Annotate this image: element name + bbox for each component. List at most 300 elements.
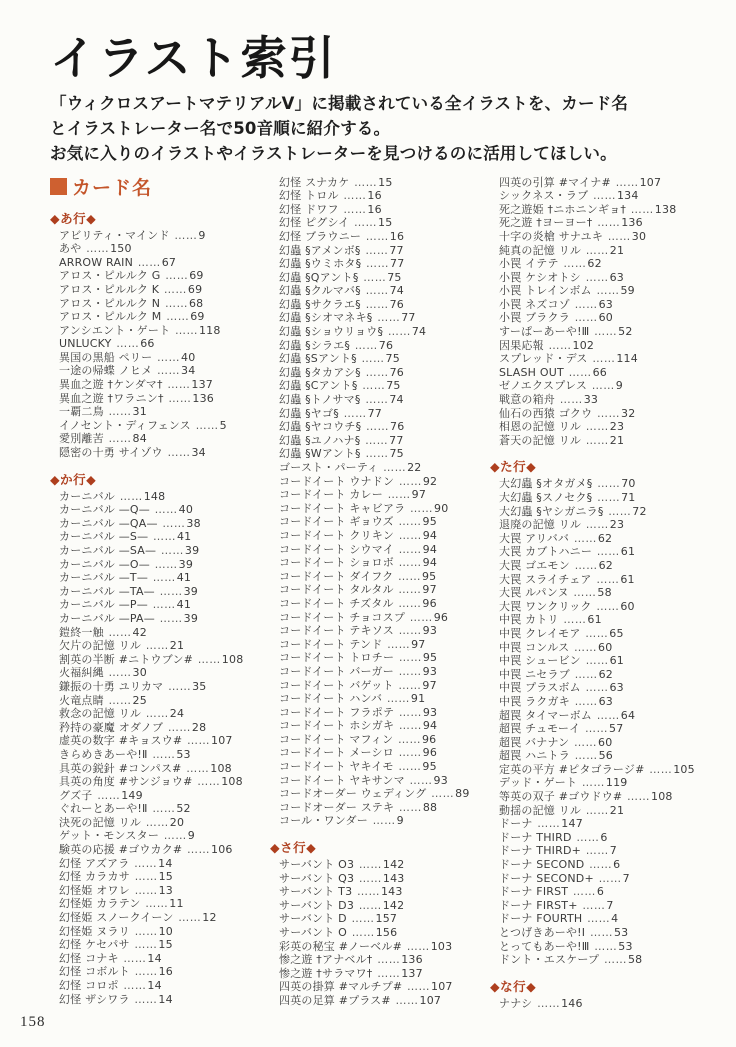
index-entry bbox=[279, 352, 490, 366]
dot-leader: …… bbox=[152, 802, 176, 816]
dot-leader: …… bbox=[406, 939, 430, 953]
index-entry bbox=[59, 721, 270, 735]
index-entry bbox=[499, 953, 712, 967]
entry-page-number: 97 bbox=[411, 488, 427, 502]
entry-page-number: 57 bbox=[609, 722, 624, 736]
entry-name: アンシエント・ゲート bbox=[59, 323, 174, 337]
dot-leader: …… bbox=[365, 284, 389, 298]
dot-leader: …… bbox=[108, 693, 132, 707]
index-entry bbox=[59, 432, 270, 446]
entry-name: 大幻蟲 §ヤシガニラ§ bbox=[499, 504, 608, 518]
entry-page-number: 13 bbox=[158, 883, 173, 897]
index-entry bbox=[279, 230, 490, 244]
entry-page-number: 16 bbox=[367, 189, 382, 203]
dot-leader: …… bbox=[164, 296, 188, 310]
dot-leader: …… bbox=[361, 352, 385, 366]
entry-name: 超罠 バナナン bbox=[499, 735, 574, 749]
entry-page-number: 136 bbox=[192, 391, 215, 405]
entry-name: 惨之遊 †アナベル† bbox=[279, 953, 377, 967]
entry-name: 幻蟲 §ヤゴ§ bbox=[279, 406, 343, 420]
index-entry bbox=[499, 940, 712, 954]
entry-name: 隠密の十勇 サイゾウ bbox=[59, 446, 167, 460]
index-entry bbox=[279, 420, 490, 434]
entry-name: アロス・ピルルク M bbox=[59, 310, 166, 324]
dot-leader: …… bbox=[587, 912, 611, 926]
entry-page-number: 34 bbox=[181, 364, 196, 378]
index-entry bbox=[279, 885, 490, 899]
index-entry bbox=[59, 775, 270, 789]
entry-page-number: 96 bbox=[422, 596, 437, 610]
entry-name: ドーナ SECOND+ bbox=[499, 871, 598, 885]
entry-name: コードイート チョコスプ bbox=[279, 610, 409, 624]
entry-page-number: 118 bbox=[198, 323, 221, 337]
entry-name: 鎧終一触 bbox=[59, 625, 108, 639]
dot-leader: …… bbox=[174, 228, 198, 242]
index-entry bbox=[59, 405, 270, 419]
entry-page-number: 63 bbox=[609, 270, 624, 284]
index-columns bbox=[50, 175, 712, 1011]
entry-page-number: 16 bbox=[367, 202, 382, 216]
entry-page-number: 53 bbox=[618, 939, 633, 953]
dot-leader: …… bbox=[108, 625, 132, 639]
entry-page-number: 38 bbox=[186, 516, 201, 530]
index-block bbox=[490, 459, 712, 966]
dot-leader: …… bbox=[559, 393, 583, 407]
dot-leader: …… bbox=[119, 489, 143, 503]
index-entry bbox=[499, 709, 712, 723]
dot-leader: …… bbox=[134, 870, 158, 884]
index-entry bbox=[279, 244, 490, 258]
index-entry bbox=[279, 203, 490, 217]
entry-page-number: 66 bbox=[140, 337, 155, 351]
entry-page-number: 5 bbox=[219, 418, 227, 432]
dot-leader: …… bbox=[597, 216, 621, 230]
index-entry bbox=[59, 843, 270, 857]
entry-name: 中罠 プラスボム bbox=[499, 681, 585, 695]
entry-page-number: 76 bbox=[378, 338, 394, 352]
entry-name: 小罠 ブラクラ bbox=[499, 311, 574, 325]
dot-leader: …… bbox=[145, 815, 169, 829]
dot-leader: …… bbox=[134, 856, 158, 870]
entry-name: 四英の引算 #マイナ# bbox=[499, 175, 615, 189]
index-entry bbox=[279, 967, 490, 981]
entry-page-number: 21 bbox=[609, 433, 625, 447]
dot-leader: …… bbox=[343, 189, 367, 203]
entry-page-number: 149 bbox=[121, 788, 143, 802]
entry-page-number: 64 bbox=[620, 708, 636, 722]
index-entry bbox=[279, 176, 490, 190]
index-entry bbox=[499, 244, 712, 258]
index-entry bbox=[59, 952, 270, 966]
entry-page-number: 75 bbox=[386, 379, 401, 393]
index-entry bbox=[59, 585, 270, 599]
group-header: ◆た行◆ bbox=[490, 459, 537, 475]
dot-leader: …… bbox=[365, 393, 389, 407]
dot-leader: …… bbox=[398, 583, 422, 597]
entry-name: 幻怪姫 カラテン bbox=[59, 897, 145, 911]
index-entry bbox=[59, 517, 270, 531]
entry-page-number: 15 bbox=[158, 938, 173, 952]
index-entry bbox=[279, 597, 490, 611]
dot-leader: …… bbox=[574, 297, 598, 311]
entry-name: サーバント O3 bbox=[279, 858, 358, 872]
index-entry bbox=[279, 814, 490, 828]
entry-name: ドント・エスケープ bbox=[499, 953, 603, 967]
dot-leader: …… bbox=[377, 953, 401, 967]
entry-page-number: 63 bbox=[609, 681, 624, 695]
entry-page-number: 94 bbox=[422, 719, 438, 733]
index-entry bbox=[59, 598, 270, 612]
entry-page-number: 7 bbox=[609, 844, 617, 858]
entry-page-number: 108 bbox=[210, 761, 232, 775]
dot-leader: …… bbox=[387, 637, 411, 651]
entry-name: 動揺の記憶 リル bbox=[499, 803, 585, 817]
index-entry bbox=[59, 612, 270, 626]
dot-leader: …… bbox=[574, 558, 598, 572]
entry-page-number: 68 bbox=[188, 296, 204, 310]
entry-name: 幻怪 ケセパサ bbox=[59, 938, 134, 952]
entry-page-number: 23 bbox=[609, 420, 625, 434]
dot-leader: …… bbox=[123, 951, 147, 965]
entry-page-number: 93 bbox=[422, 624, 438, 638]
entry-name: コードイート バゲット bbox=[279, 678, 398, 692]
entry-name: コードイート カレー bbox=[279, 488, 387, 502]
entry-name: カーニバル —Q— bbox=[59, 503, 154, 517]
index-entry bbox=[499, 393, 712, 407]
group-header: ◆さ行◆ bbox=[270, 840, 317, 856]
index-entry bbox=[279, 447, 490, 461]
entry-name: 具英の角度 #サンジョウ# bbox=[59, 775, 197, 789]
index-entry bbox=[499, 505, 712, 519]
entry-page-number: 15 bbox=[158, 870, 173, 884]
dot-leader: …… bbox=[607, 229, 631, 243]
entry-name: 幻蟲 §ウミホタ§ bbox=[279, 257, 365, 271]
index-entry bbox=[279, 570, 490, 584]
index-block bbox=[270, 176, 490, 829]
index-entry bbox=[59, 571, 270, 585]
entry-name: サーバント Q3 bbox=[279, 871, 358, 885]
entry-page-number: 74 bbox=[389, 393, 404, 407]
entry-page-number: 58 bbox=[627, 953, 643, 967]
entry-page-number: 4 bbox=[611, 912, 619, 926]
index-entry bbox=[279, 488, 490, 502]
entry-name: 惨之遊 †サラマワ† bbox=[279, 966, 377, 980]
dot-leader: …… bbox=[585, 420, 609, 434]
index-entry bbox=[499, 420, 712, 434]
dot-leader: …… bbox=[398, 556, 422, 570]
index-entry bbox=[279, 665, 490, 679]
entry-name: 幻蟲 §アメンボ§ bbox=[279, 243, 365, 257]
index-entry bbox=[59, 979, 270, 993]
dot-leader: …… bbox=[615, 175, 639, 189]
entry-page-number: 66 bbox=[592, 365, 607, 379]
entry-name: 中罠 コンルス bbox=[499, 640, 573, 654]
entry-name: 彩英の秘宝 #ノーベル# bbox=[279, 939, 406, 953]
entry-name: コードイート チズタル bbox=[279, 596, 398, 610]
dot-leader: …… bbox=[585, 803, 609, 817]
entry-name: コードイート フラポテ bbox=[279, 705, 398, 719]
index-column bbox=[270, 175, 490, 1011]
entry-page-number: 9 bbox=[615, 379, 623, 393]
index-entry bbox=[59, 829, 270, 843]
entry-name: 純真の記憶 リル bbox=[499, 243, 585, 257]
entry-page-number: 23 bbox=[609, 518, 625, 532]
index-entry bbox=[59, 310, 270, 324]
dot-leader: …… bbox=[134, 938, 158, 952]
dot-leader: …… bbox=[197, 775, 221, 789]
dot-leader: …… bbox=[159, 584, 183, 598]
index-entry bbox=[59, 694, 270, 708]
index-entry bbox=[499, 339, 712, 353]
index-entry bbox=[59, 897, 270, 911]
index-entry bbox=[499, 176, 712, 190]
index-entry bbox=[279, 611, 490, 625]
index-entry bbox=[499, 298, 712, 312]
entry-name: コードイート シウマイ bbox=[279, 542, 398, 556]
index-block bbox=[50, 472, 270, 1007]
dot-leader: …… bbox=[409, 610, 433, 624]
index-entry bbox=[59, 558, 270, 572]
index-block bbox=[270, 840, 490, 1008]
index-entry bbox=[279, 379, 490, 393]
entry-name: 戦意の箱舟 bbox=[499, 393, 559, 407]
index-entry bbox=[59, 324, 270, 338]
entry-name: ぐれーとあーや!Ⅱ bbox=[59, 802, 152, 816]
entry-page-number: 114 bbox=[616, 352, 638, 366]
entry-name: アビリティ・マインド bbox=[59, 228, 174, 242]
entry-name: 因果応報 bbox=[499, 338, 548, 352]
dot-leader: …… bbox=[134, 883, 158, 897]
page-title: イラスト索引 bbox=[50, 31, 337, 85]
entry-name: 大幻蟲 §スノセク§ bbox=[499, 491, 597, 505]
orange-square-icon bbox=[50, 178, 67, 195]
entry-name: 四英の足算 #プラス# bbox=[279, 993, 395, 1007]
entry-name: 中罠 ニセラブ bbox=[499, 667, 574, 681]
entry-page-number: 76 bbox=[389, 297, 404, 311]
dot-leader: …… bbox=[178, 911, 202, 925]
entry-page-number: 88 bbox=[422, 800, 438, 814]
index-entry bbox=[59, 925, 270, 939]
entry-page-number: 7 bbox=[606, 898, 614, 912]
dot-leader: …… bbox=[574, 311, 598, 325]
dot-leader: …… bbox=[157, 350, 180, 364]
dot-leader: …… bbox=[168, 391, 192, 405]
index-entry bbox=[59, 530, 270, 544]
index-entry bbox=[279, 475, 490, 489]
dot-leader: …… bbox=[366, 257, 389, 271]
entry-name: 大罠 カブトハニー bbox=[499, 545, 596, 559]
index-entry bbox=[59, 419, 270, 433]
entry-name: コードオーダー ウェディング bbox=[279, 787, 431, 801]
entry-page-number: 157 bbox=[375, 912, 398, 926]
dot-leader: …… bbox=[134, 965, 158, 979]
dot-leader: …… bbox=[160, 544, 184, 558]
dot-leader: …… bbox=[343, 406, 367, 420]
index-entry bbox=[499, 573, 712, 587]
index-entry bbox=[279, 994, 490, 1008]
dot-leader: …… bbox=[356, 885, 380, 899]
entry-page-number: 31 bbox=[132, 405, 147, 419]
index-entry bbox=[59, 269, 270, 283]
entry-page-number: 107 bbox=[211, 734, 233, 748]
entry-page-number: 142 bbox=[382, 858, 405, 872]
entry-page-number: 91 bbox=[410, 692, 426, 706]
entry-page-number: 71 bbox=[621, 491, 636, 505]
index-entry bbox=[499, 284, 712, 298]
entry-page-number: 62 bbox=[587, 257, 602, 271]
entry-page-number: 60 bbox=[620, 599, 635, 613]
dot-leader: …… bbox=[366, 420, 389, 434]
entry-name: 矜持の豪魔 オダノブ bbox=[59, 720, 167, 734]
index-entry bbox=[279, 624, 490, 638]
index-entry bbox=[279, 706, 490, 720]
index-entry bbox=[499, 997, 712, 1011]
entry-page-number: 9 bbox=[396, 814, 404, 828]
dot-leader: …… bbox=[108, 405, 132, 419]
entry-name: 幻怪姫 スノークイーン bbox=[59, 911, 178, 925]
entry-page-number: 95 bbox=[422, 760, 437, 774]
entry-name: 幻蟲 §トノサマ§ bbox=[279, 393, 365, 407]
entry-name: カーニバル —TA— bbox=[59, 584, 159, 598]
index-entry bbox=[279, 556, 490, 570]
index-entry bbox=[279, 298, 490, 312]
entry-name: 幻怪 ピグシイ bbox=[279, 216, 354, 230]
dot-leader: …… bbox=[398, 474, 422, 488]
dot-leader: …… bbox=[145, 639, 169, 653]
entry-name: 割英の半断 #ニトウブン# bbox=[59, 652, 197, 666]
entry-page-number: 96 bbox=[421, 732, 437, 746]
index-entry bbox=[499, 763, 712, 777]
dot-leader: …… bbox=[134, 992, 158, 1006]
intro-paragraph bbox=[50, 92, 712, 166]
entry-name: ドーナ THIRD+ bbox=[499, 844, 585, 858]
entry-page-number: 63 bbox=[598, 694, 613, 708]
entry-name: 超罠 タイマーボム bbox=[499, 708, 596, 722]
entry-page-number: 75 bbox=[385, 352, 400, 366]
dot-leader: …… bbox=[407, 980, 431, 994]
index-entry bbox=[59, 242, 270, 256]
dot-leader: …… bbox=[134, 924, 158, 938]
dot-leader: …… bbox=[398, 719, 422, 733]
entry-page-number: 15 bbox=[378, 216, 393, 230]
entry-page-number: 41 bbox=[176, 571, 192, 585]
index-entry bbox=[499, 477, 712, 491]
entry-name: ARROW RAIN bbox=[59, 255, 137, 269]
dot-leader: …… bbox=[649, 762, 673, 776]
dot-leader: …… bbox=[145, 897, 169, 911]
entry-page-number: 14 bbox=[147, 951, 162, 965]
index-entry bbox=[499, 804, 712, 818]
dot-leader: …… bbox=[398, 800, 422, 814]
entry-page-number: 60 bbox=[598, 640, 613, 654]
entry-name: カーニバル —QA— bbox=[59, 516, 162, 530]
dot-leader: …… bbox=[573, 531, 597, 545]
index-entry bbox=[279, 393, 490, 407]
entry-page-number: 143 bbox=[380, 885, 403, 899]
index-entry bbox=[59, 707, 270, 721]
index-entry bbox=[499, 230, 712, 244]
entry-name: ゼノエクスプレス bbox=[499, 379, 591, 393]
entry-name: SLASH OUT bbox=[499, 365, 568, 379]
index-entry bbox=[59, 884, 270, 898]
dot-leader: …… bbox=[548, 338, 572, 352]
entry-name: 小罠 トレインボム bbox=[499, 284, 596, 298]
dot-leader: …… bbox=[563, 613, 587, 627]
dot-leader: …… bbox=[372, 814, 396, 828]
dot-leader: …… bbox=[581, 776, 605, 790]
entry-page-number: 137 bbox=[401, 966, 423, 980]
entry-name: とってもあーや!Ⅲ bbox=[499, 939, 594, 953]
index-entry bbox=[279, 926, 490, 940]
entry-page-number: 75 bbox=[389, 447, 404, 461]
entry-name: コードイート メーシロ bbox=[279, 746, 398, 760]
entry-page-number: 107 bbox=[419, 993, 442, 1007]
dot-leader: …… bbox=[167, 446, 191, 460]
entry-name: 験英の応援 #ゴウカク# bbox=[59, 843, 187, 857]
entry-name: コードイート ギョウズ bbox=[279, 515, 398, 529]
entry-name: 幻怪 コロポ bbox=[59, 979, 123, 993]
entry-name: 幻怪姫 オワレ bbox=[59, 883, 134, 897]
index-entry bbox=[59, 364, 270, 378]
entry-page-number: 11 bbox=[169, 897, 184, 911]
dot-leader: …… bbox=[163, 829, 187, 843]
entry-name: 幻怪 カラカサ bbox=[59, 870, 134, 884]
entry-page-number: 60 bbox=[598, 311, 613, 325]
entry-name: 異血之遊 †ケンダマ† bbox=[59, 378, 167, 392]
entry-page-number: 67 bbox=[161, 255, 177, 269]
entry-page-number: 96 bbox=[433, 610, 449, 624]
dot-leader: …… bbox=[365, 243, 389, 257]
index-entry bbox=[499, 545, 712, 559]
entry-name: 一途の帰蝶 ノヒメ bbox=[59, 364, 156, 378]
dot-leader: …… bbox=[362, 379, 386, 393]
entry-name: 幻怪 コボルト bbox=[59, 965, 134, 979]
dot-leader: …… bbox=[86, 242, 110, 256]
dot-leader: …… bbox=[574, 735, 598, 749]
dot-leader: …… bbox=[397, 732, 421, 746]
entry-page-number: 39 bbox=[183, 611, 199, 625]
index-entry bbox=[59, 490, 270, 504]
index-entry bbox=[59, 337, 270, 351]
index-entry bbox=[59, 639, 270, 653]
index-entry bbox=[279, 719, 490, 733]
entry-name: デッド・ゲート bbox=[499, 776, 581, 790]
entry-name: あや bbox=[59, 242, 86, 256]
entry-name: 幻蟲 §Wアント§ bbox=[279, 447, 365, 461]
entry-page-number: 74 bbox=[411, 325, 427, 339]
entry-page-number: 94 bbox=[422, 528, 438, 542]
dot-leader: …… bbox=[592, 189, 616, 203]
entry-name: コードイート バーガー bbox=[279, 664, 398, 678]
dot-leader: …… bbox=[157, 364, 180, 378]
dot-leader: …… bbox=[592, 352, 616, 366]
dot-leader: …… bbox=[365, 447, 389, 461]
entry-name: 一覇二鳥 bbox=[59, 405, 108, 419]
index-entry bbox=[279, 407, 490, 421]
entry-name: カーニバル bbox=[59, 489, 119, 503]
group-header: ◆あ行◆ bbox=[50, 210, 97, 226]
entry-page-number: 52 bbox=[618, 325, 633, 339]
index-entry bbox=[59, 392, 270, 406]
index-entry bbox=[59, 993, 270, 1007]
index-entry bbox=[279, 271, 490, 285]
entry-name: サーバント O bbox=[279, 926, 351, 940]
entry-name: ドーナ FIRST bbox=[499, 885, 572, 899]
entry-page-number: 102 bbox=[572, 338, 595, 352]
entry-name: ドーナ SECOND bbox=[499, 858, 589, 872]
entry-page-number: 14 bbox=[147, 979, 162, 993]
dot-leader: …… bbox=[573, 586, 597, 600]
